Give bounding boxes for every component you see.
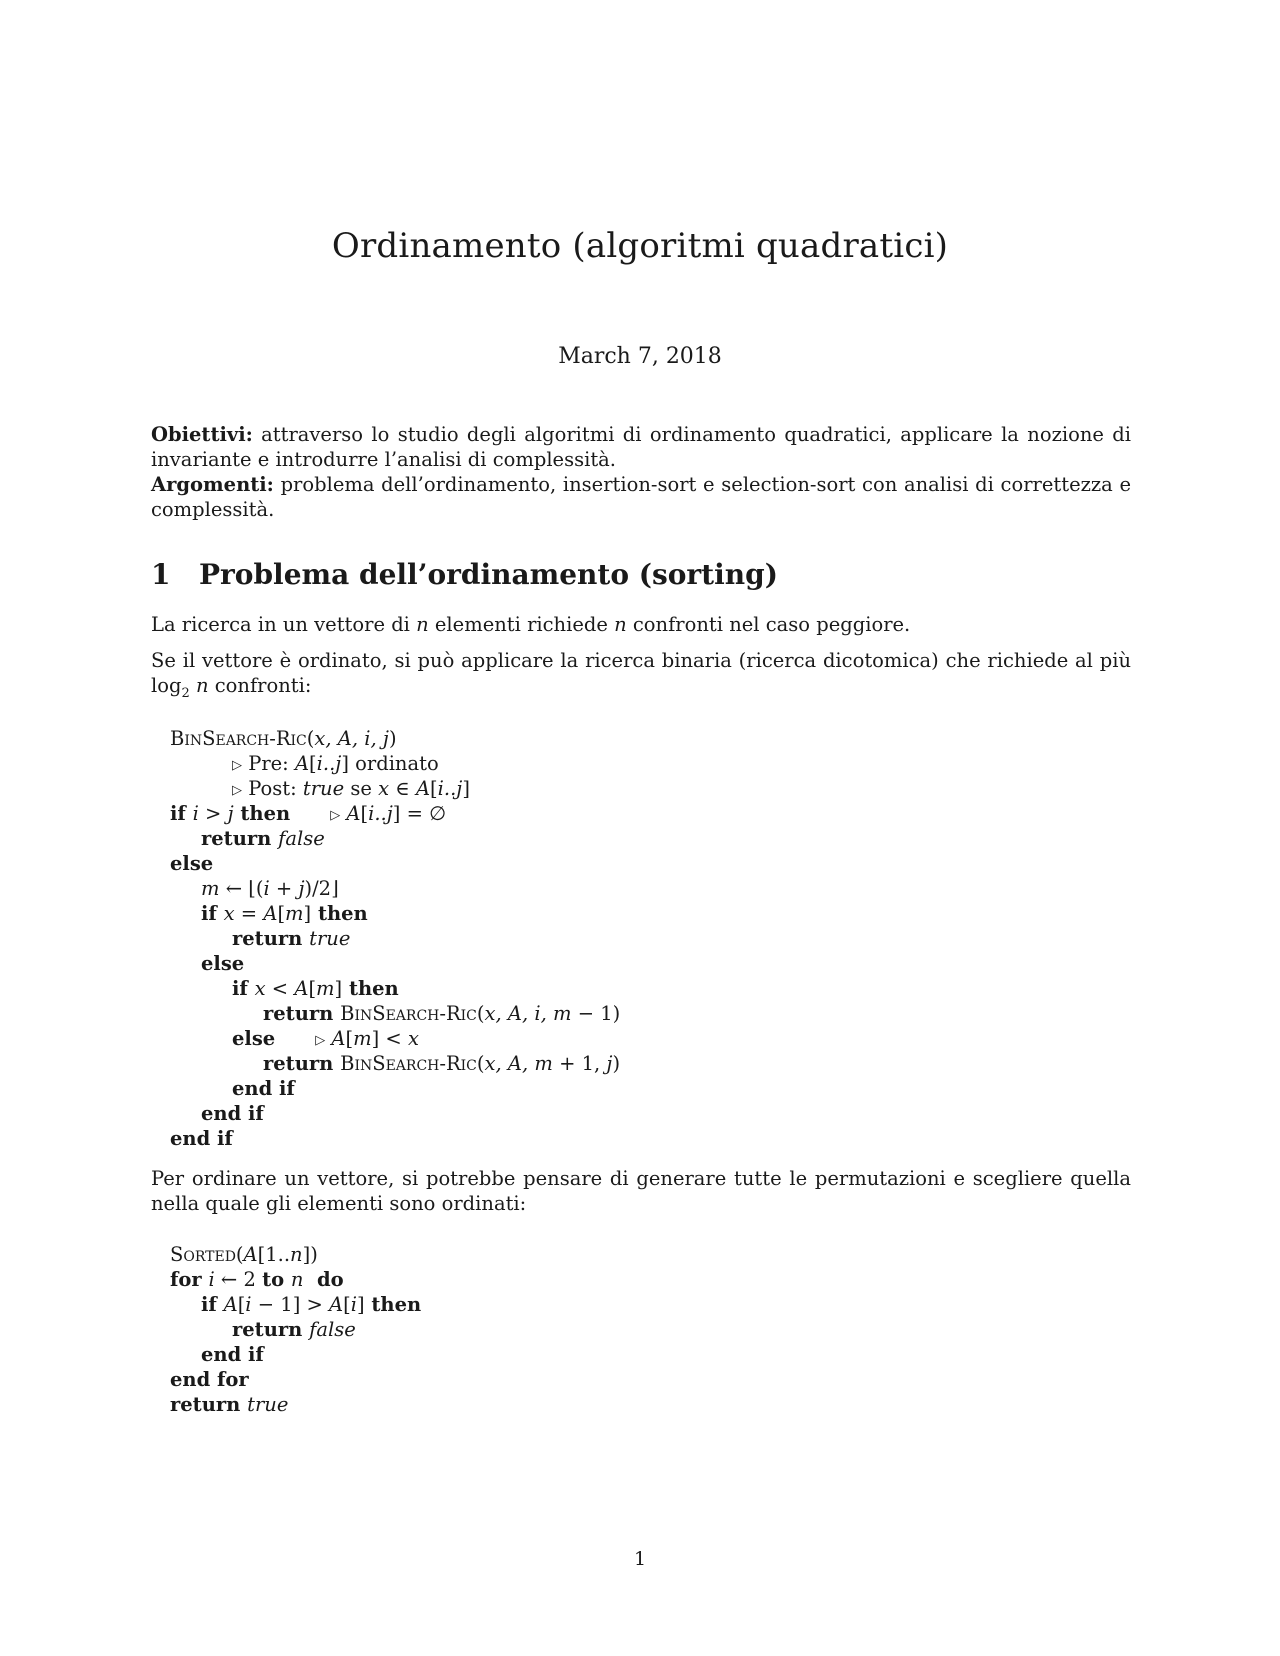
code-keyword: return (263, 1052, 341, 1075)
code-math: i..j (368, 802, 393, 825)
comment-triangle-icon: ▷ (315, 1033, 326, 1048)
code-procedure-name: BinSearch-Ric (170, 727, 307, 750)
code-math: A (223, 1293, 238, 1316)
code-math: x, A, i, m (484, 1002, 572, 1025)
code-line (170, 1367, 421, 1392)
code-line (170, 1001, 620, 1026)
code-text: [ (430, 777, 438, 800)
code-text: [ (343, 1293, 351, 1316)
code-text: [ (309, 752, 317, 775)
code-text: ]) (302, 1243, 318, 1266)
code-line (170, 1342, 421, 1367)
code-text: ] (462, 777, 470, 800)
code-keyword: if (201, 1293, 224, 1316)
code-text: ] ordinato (341, 752, 439, 775)
code-math: m (285, 902, 304, 925)
code-math: false (309, 1318, 356, 1341)
code-math: A (329, 1293, 344, 1316)
code-text: [ (277, 902, 286, 925)
code-line (170, 1051, 620, 1076)
topics-paragraph (151, 472, 1131, 522)
code-text: ( (476, 1002, 485, 1025)
code-text: − 1] > (251, 1293, 330, 1316)
code-text: > (198, 802, 228, 825)
code-text: ∈ (389, 777, 416, 800)
code-math: j (606, 1052, 613, 1075)
code-math: i..j (316, 752, 342, 775)
code-keyword: else (232, 1027, 276, 1050)
code-line (170, 876, 620, 901)
code-math: true (247, 1393, 289, 1416)
code-math: i (192, 802, 199, 825)
code-keyword: then (233, 802, 291, 825)
code-text: se (344, 777, 379, 800)
code-math: i..j (437, 777, 463, 800)
code-math: A (346, 802, 361, 825)
code-line (170, 726, 620, 751)
code-text: ] (334, 977, 343, 1000)
code-math: false (278, 827, 325, 850)
comment-triangle-icon: ▷ (232, 758, 242, 773)
code-keyword: then (364, 1293, 422, 1316)
code-line (170, 1101, 620, 1126)
topics-text: problema dell’ordinamento, insertion-sort e selection-sort con analisi di correttezza e complessità. (151, 473, 1131, 521)
section-title: Problema dell’ordinamento (sorting) (199, 558, 778, 591)
code-text: ] < (371, 1027, 408, 1050)
code-text: + (269, 877, 299, 900)
code-keyword: to (262, 1268, 291, 1291)
goals-paragraph (151, 422, 1131, 472)
code-keyword: end if (201, 1343, 264, 1366)
goals-text: attraverso lo studio degli algoritmi di ordinamento quadratici, applicare la nozione di invariante e introdurre l’analisi di complessità. (151, 423, 1132, 471)
code-text: [1.. (257, 1243, 291, 1266)
code-math: x (254, 977, 266, 1000)
code-line (170, 1076, 620, 1101)
section-number: 1 (151, 558, 171, 591)
code-text: [ (345, 1027, 354, 1050)
document-title: Ordinamento (algoritmi quadratici) (331, 226, 949, 266)
code-math: A (243, 1243, 258, 1266)
text-run: confronti nel caso peggiore. (632, 613, 911, 636)
code-keyword: return (232, 927, 310, 950)
code-text: ] = ∅ (392, 802, 447, 825)
code-procedure-name: Sorted (170, 1243, 236, 1266)
code-math: m (353, 1027, 372, 1050)
math-var: n (416, 613, 429, 636)
code-math: i (208, 1268, 215, 1291)
text-run: confronti: (214, 674, 312, 697)
code-text: [ (360, 802, 369, 825)
code-line (170, 801, 620, 826)
code-text: Pre: (242, 752, 295, 775)
code-procedure-name: BinSearch-Ric (340, 1002, 477, 1025)
code-math: i (350, 1293, 357, 1316)
code-math: x (378, 777, 390, 800)
code-math: A (294, 752, 310, 775)
code-math: i (245, 1293, 252, 1316)
code-keyword: if (201, 902, 224, 925)
topics-label: Argomenti: (151, 473, 274, 496)
code-line (170, 901, 620, 926)
code-math: x, A, m (484, 1052, 553, 1075)
code-math: j (227, 802, 234, 825)
binsearch-algorithm (170, 726, 620, 1151)
code-text: [ (237, 1293, 246, 1316)
code-keyword: for (170, 1268, 209, 1291)
code-math: n (290, 1268, 304, 1291)
code-line (170, 1126, 620, 1151)
code-line (170, 1242, 421, 1267)
text-run: elementi richiede (434, 613, 608, 636)
code-procedure-name: BinSearch-Ric (340, 1052, 477, 1075)
code-text: ← 2 (214, 1268, 263, 1291)
section-heading (151, 558, 778, 591)
code-text: [ (308, 977, 317, 1000)
code-line (170, 826, 620, 851)
code-line (170, 1292, 421, 1317)
page-number: 1 (633, 1548, 647, 1570)
code-keyword: end if (170, 1127, 233, 1150)
code-math: A (331, 1027, 346, 1050)
code-line (170, 1392, 421, 1417)
code-math: j (298, 877, 305, 900)
code-keyword: end if (201, 1102, 264, 1125)
code-keyword: end for (170, 1368, 249, 1391)
paragraph-permutations: Per ordinare un vettore, si potrebbe pensare di generare tutte le permutazioni e scegliere quella nella quale gli elementi sono ordinati: (151, 1167, 1131, 1215)
code-keyword: return (263, 1002, 341, 1025)
code-math: m (316, 977, 335, 1000)
code-line (170, 976, 620, 1001)
comment-triangle-icon: ▷ (330, 808, 341, 823)
code-line (170, 1267, 421, 1292)
code-math: A (415, 777, 431, 800)
code-math: x (407, 1027, 419, 1050)
code-text: Post: (242, 777, 303, 800)
code-keyword: then (311, 902, 368, 925)
code-line (170, 776, 620, 801)
code-math: x, A, i, j (314, 727, 389, 750)
code-text: ( (476, 1052, 485, 1075)
code-line (170, 951, 620, 976)
code-text: < (265, 977, 295, 1000)
code-text: = (234, 902, 264, 925)
paragraph-binary-search (151, 648, 1131, 706)
math-var: n (614, 613, 627, 636)
code-math: A (263, 902, 278, 925)
code-text: − 1) (571, 1002, 621, 1025)
code-math: true (302, 777, 345, 800)
code-keyword: return (232, 1318, 310, 1341)
code-math: m (201, 877, 220, 900)
document-date: March 7, 2018 (558, 344, 722, 369)
code-line (170, 1026, 620, 1051)
paragraph-linear-search (151, 612, 1131, 637)
math-subscript: 2 (181, 685, 190, 701)
code-keyword: if (232, 977, 255, 1000)
code-math: x (223, 902, 235, 925)
code-text: ( (306, 727, 315, 750)
code-text: ← ⌊( (219, 877, 264, 900)
sorted-algorithm (170, 1242, 421, 1417)
code-math: true (309, 927, 351, 950)
code-math: A (294, 977, 309, 1000)
code-keyword: then (342, 977, 399, 1000)
code-math: i (263, 877, 270, 900)
code-text: ] (357, 1293, 365, 1316)
math-var: n (195, 674, 209, 697)
text-run: Se il vettore è ordinato, si può applicare la ricerca binaria (ricerca dicotomica) che richiede al più (151, 649, 1131, 672)
code-text: )/2⌋ (304, 877, 339, 900)
code-line (170, 926, 620, 951)
code-keyword: return (201, 827, 279, 850)
code-text: + 1, (552, 1052, 607, 1075)
code-keyword: return (170, 1393, 248, 1416)
code-keyword: else (170, 852, 214, 875)
abstract (151, 422, 1131, 522)
code-text: ) (612, 1052, 621, 1075)
code-text: ( (235, 1243, 244, 1266)
code-line (170, 751, 620, 776)
math-log: log (151, 674, 182, 697)
comment-triangle-icon: ▷ (232, 783, 242, 798)
code-keyword: if (170, 802, 193, 825)
goals-label: Obiettivi: (151, 423, 253, 446)
code-keyword: do (303, 1268, 344, 1291)
code-line (170, 851, 620, 876)
code-math: n (290, 1243, 303, 1266)
text-run: La ricerca in un vettore di (151, 613, 410, 636)
code-keyword: end if (232, 1077, 295, 1100)
code-text: ] (303, 902, 312, 925)
code-line (170, 1317, 421, 1342)
code-text: ) (388, 727, 397, 750)
code-keyword: else (201, 952, 245, 975)
